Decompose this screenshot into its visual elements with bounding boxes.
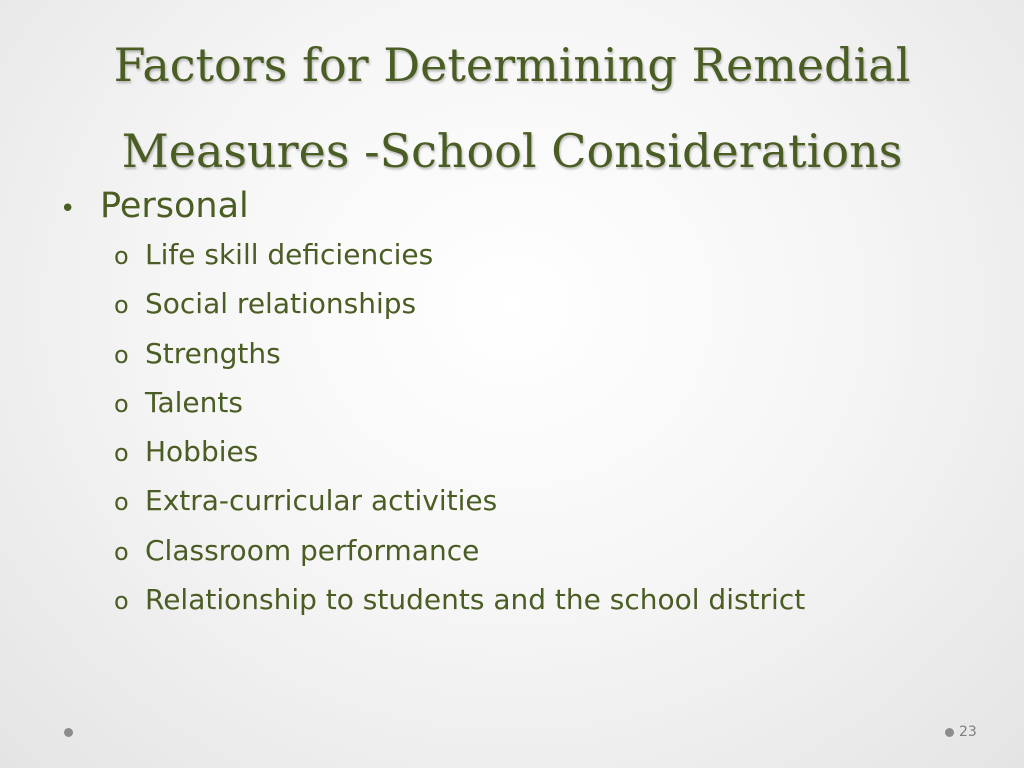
footer-right-dot-icon: [945, 728, 954, 737]
title-line-2: Measures -School Considerations: [121, 124, 903, 178]
sub-bullet-item: [114, 238, 960, 287]
sub-bullet-text: Talents: [145, 385, 243, 419]
bullet-dot-icon: •: [60, 194, 76, 224]
circle-bullet-icon: o: [114, 439, 129, 468]
title-line-1: Factors for Determining Remedial: [113, 38, 911, 92]
sub-bullet-item: [114, 337, 960, 386]
bullet-label: Personal: [100, 186, 249, 226]
sub-bullet-text: Life skill deficiencies: [145, 238, 434, 271]
sub-bullet-item: [114, 534, 960, 583]
bullet-personal: [60, 186, 960, 232]
slide-title: [60, 22, 964, 194]
circle-bullet-icon: o: [114, 389, 129, 418]
circle-bullet-icon: o: [114, 340, 129, 369]
sub-bullet-list: [114, 238, 960, 632]
sub-bullet-text: Strengths: [145, 336, 281, 370]
circle-bullet-icon: o: [114, 537, 129, 566]
page-number: 23: [959, 724, 977, 740]
sub-bullet-item: [114, 484, 960, 533]
sub-bullet-item: [114, 583, 960, 632]
footer-left-dot-icon: [64, 728, 73, 737]
circle-bullet-icon: o: [114, 488, 129, 517]
circle-bullet-icon: o: [114, 587, 129, 616]
sub-bullet-text: Classroom performance: [145, 533, 480, 567]
slide-body: [60, 186, 960, 632]
circle-bullet-icon: o: [114, 242, 129, 270]
sub-bullet-text: Hobbies: [145, 435, 259, 469]
sub-bullet-text: Social relationships: [145, 287, 417, 321]
sub-bullet-item: [114, 386, 960, 435]
sub-bullet-item: [114, 287, 960, 336]
sub-bullet-text: Relationship to students and the school district: [145, 583, 806, 617]
sub-bullet-item: [114, 435, 960, 484]
circle-bullet-icon: o: [114, 291, 129, 320]
sub-bullet-text: Extra-curricular activities: [145, 484, 498, 518]
